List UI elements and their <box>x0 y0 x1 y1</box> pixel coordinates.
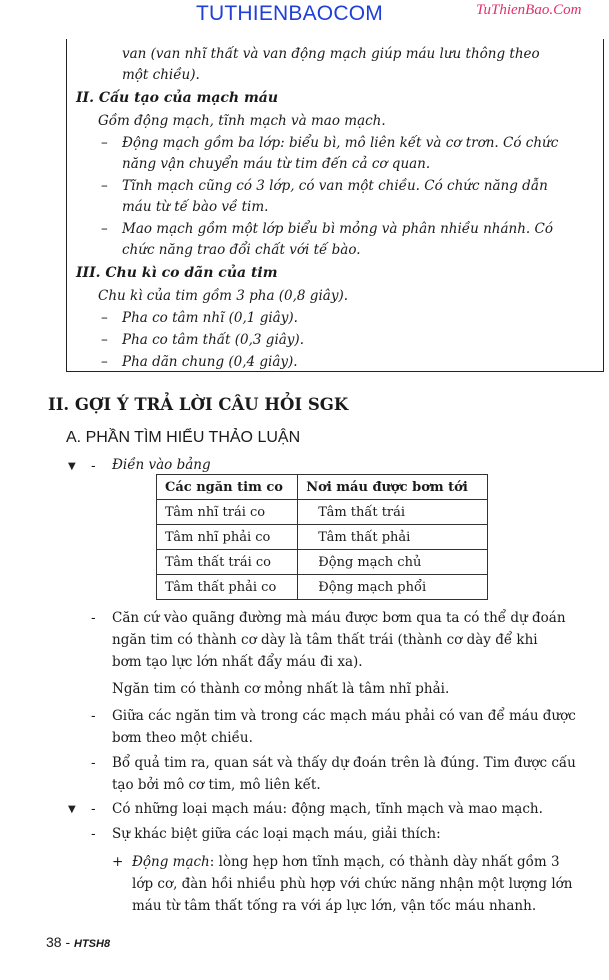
bullet-dash: – <box>101 332 108 348</box>
paragraph-7-line-2: lớp cơ, đàn hồi nhiều phù hợp với chức năng nhận một lượng lớn <box>132 876 573 892</box>
page-footer <box>46 934 110 950</box>
table-cell: Tâm thất phải co <box>157 575 298 600</box>
heart-chambers-table <box>156 474 488 600</box>
table-header-cell: Các ngăn tim co <box>157 475 298 500</box>
term-arteries: Động mạch <box>132 854 210 870</box>
subsection-heading: A. PHẦN TÌM HIỂU THẢO LUẬN <box>66 429 301 446</box>
paragraph-7-line-3: máu từ tâm thất tống ra với áp lực lớn, vận tốc máu nhanh. <box>132 898 537 914</box>
paragraph-2: Ngăn tim có thành cơ mỏng nhất là tâm nhĩ phải. <box>112 681 450 697</box>
brand-logo: TuThienBao.Com <box>476 2 582 18</box>
table-cell: Tâm thất phải <box>298 525 488 550</box>
table-row <box>157 550 488 575</box>
paragraph-1-line-2: ngăn tim có thành cơ dày là tâm thất trái (thành cơ dày để khi <box>112 632 538 648</box>
table-header-row <box>157 475 488 500</box>
bullet-dash: – <box>101 310 108 326</box>
paragraph-7-line-1 <box>132 854 560 870</box>
paragraph-1-line-3: bơm tạo lực lớn nhất đẩy máu đi xa). <box>112 654 363 670</box>
paragraph-1-line-1: Căn cứ vào quãng đường mà máu được bơm qua ta có thể dự đoán <box>112 610 566 626</box>
page-number: 38 - <box>46 934 71 950</box>
bullet-dash: - <box>91 708 96 724</box>
paragraph-5: Có những loại mạch máu: động mạch, tĩnh mạch và mao mạch. <box>112 801 543 817</box>
table-cell: Tâm nhĩ trái co <box>157 500 298 525</box>
section2-heading: II. Cấu tạo của mạch máu <box>76 90 279 106</box>
section2-item-1-line-2: năng vận chuyển máu từ tim đến cả cơ quan. <box>122 156 431 172</box>
site-title: TUTHIENBAOCOM <box>196 2 383 25</box>
intro-line-2: một chiều). <box>122 67 200 83</box>
paragraph-3-line-1: Giữa các ngăn tim và trong các mạch máu phải có van để máu được <box>112 708 576 724</box>
table-cell: Tâm nhĩ phải co <box>157 525 298 550</box>
section2-item-3-line-2: chức năng trao đổi chất với tế bào. <box>122 242 361 258</box>
table-cell: Tâm thất trái co <box>157 550 298 575</box>
bullet-dash: - <box>91 826 96 842</box>
table-header-cell: Nơi máu được bơm tới <box>298 475 488 500</box>
bullet-dash: – <box>101 178 108 194</box>
bullet-dash: - <box>91 610 96 626</box>
table-row <box>157 575 488 600</box>
table-cell: Động mạch chủ <box>298 550 488 575</box>
paragraph-6: Sự khác biệt giữa các loại mạch máu, giải thích: <box>112 826 441 842</box>
triangle-marker-icon: ▼ <box>68 461 76 472</box>
section3-item-2: Pha co tâm thất (0,3 giây). <box>122 332 304 348</box>
bullet-dash: - <box>91 755 96 771</box>
section2-item-1-line-1: Động mạch gồm ba lớp: biểu bì, mô liên kết và cơ trơn. Có chức <box>122 135 559 151</box>
bullet-dash: – <box>101 221 108 237</box>
section3-item-1: Pha co tâm nhĩ (0,1 giây). <box>122 310 298 326</box>
section2-item-3-line-1: Mao mạch gồm một lớp biểu bì mỏng và phân nhiều nhánh. Có <box>122 221 553 237</box>
section2-item-2-line-1: Tĩnh mạch cũng có 3 lớp, có van một chiều. Có chức năng dẫn <box>122 178 548 194</box>
section2-item-2-line-2: máu từ tế bào về tim. <box>122 199 269 215</box>
paragraph-4-line-1: Bổ quả tim ra, quan sát và thấy dự đoán trên là đúng. Tim được cấu <box>112 755 576 771</box>
table-cell: Động mạch phổi <box>298 575 488 600</box>
section3-intro: Chu kì của tim gồm 3 pha (0,8 giây). <box>98 288 349 304</box>
table-row <box>157 500 488 525</box>
bullet-dash: – <box>101 135 108 151</box>
intro-line-1: van (van nhĩ thất và van động mạch giúp máu lưu thông theo <box>122 46 540 62</box>
fill-table-label: Điền vào bảng <box>112 457 211 473</box>
table-row <box>157 525 488 550</box>
section3-item-3: Pha dãn chung (0,4 giây). <box>122 354 298 370</box>
bullet-dash: - <box>91 801 96 817</box>
triangle-marker-icon: ▼ <box>68 804 76 815</box>
paragraph-4-line-2: tạo bởi mô cơ tim, mô liên kết. <box>112 777 321 793</box>
paragraph-7-line-1-text: : lòng hẹp hơn tĩnh mạch, có thành dày nhất gồm 3 <box>209 854 560 870</box>
bullet-dash: – <box>101 354 108 370</box>
section-heading: II. GỢI Ý TRẢ LỜI CÂU HỎI SGK <box>48 395 349 414</box>
paragraph-3-line-2: bơm theo một chiều. <box>112 730 253 746</box>
bullet-plus: + <box>112 854 124 870</box>
table-cell: Tâm thất trái <box>298 500 488 525</box>
bullet-dash: - <box>91 458 96 474</box>
section3-heading: III. Chu kì co dãn của tim <box>76 265 278 281</box>
section2-intro: Gồm động mạch, tĩnh mạch và mao mạch. <box>98 113 386 129</box>
book-code: HTSH8 <box>74 938 111 950</box>
